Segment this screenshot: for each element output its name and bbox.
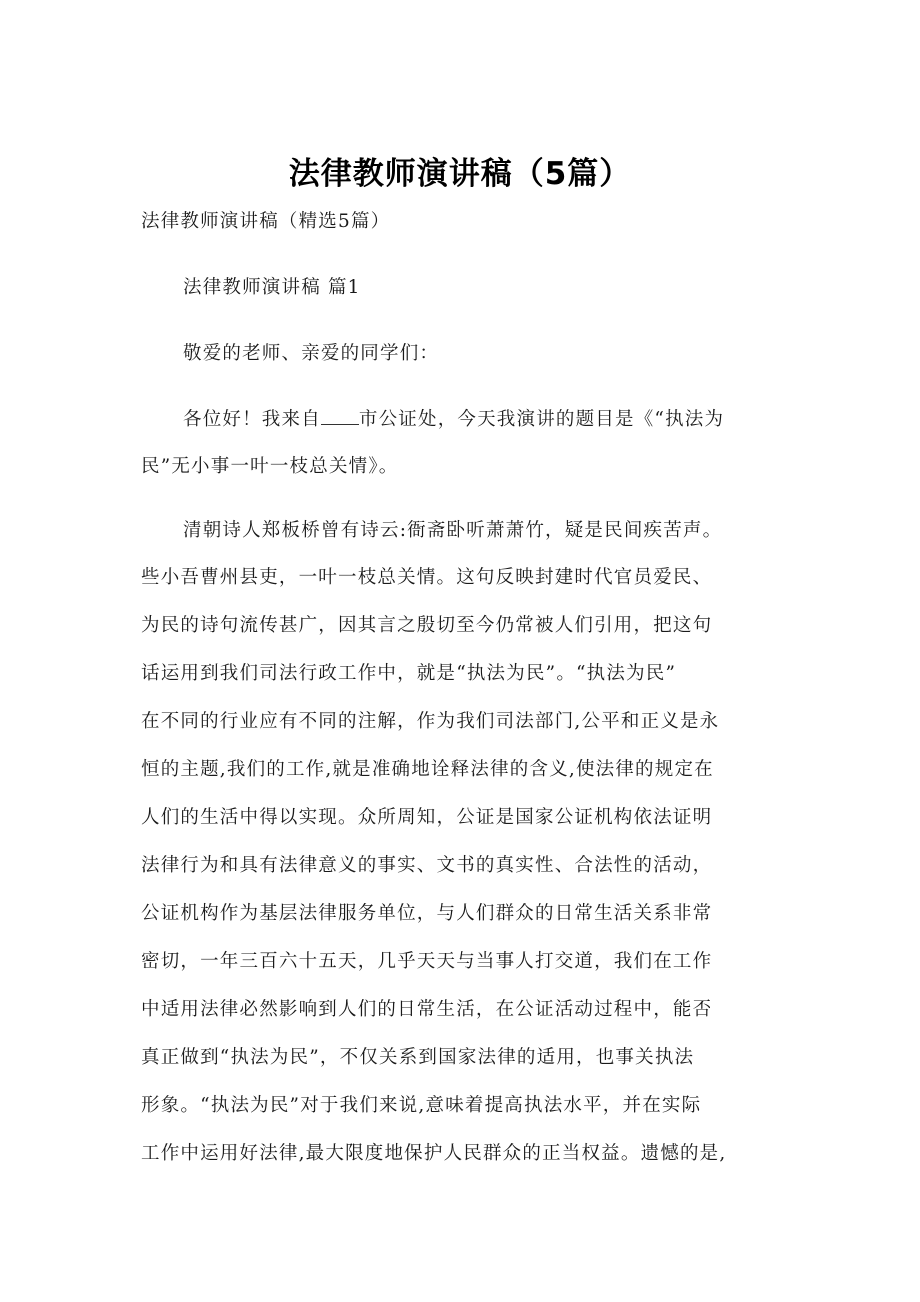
greeting: 敬爱的老师、亲爱的同学们：	[183, 343, 440, 364]
section-heading: 法律教师演讲稿 篇1	[183, 277, 361, 298]
paragraph-line: 民”无小事一叶一枝总关情》。	[141, 456, 399, 477]
document-title: 法律教师演讲稿（5篇）	[288, 156, 632, 192]
paragraph-line: 形象。“执法为民”对于我们来说,意味着提高执法水平，并在实际	[141, 1095, 702, 1116]
fill-in-blank	[321, 410, 359, 425]
paragraph-line: 中适用法律必然影响到人们的日常生活，在公证活动过程中，能否	[141, 999, 713, 1020]
paragraph-line: 为民的诗句流传甚广，因其言之殷切至今仍常被人们引用，把这句	[141, 615, 713, 636]
paragraph-line: 在不同的行业应有不同的注解，作为我们司法部门,公平和正义是永	[141, 711, 720, 732]
paragraph-line: 工作中运用好法律,最大限度地保护人民群众的正当权益。遗憾的是,	[141, 1143, 727, 1164]
para1-text-end: 市公证处，今天我演讲的题目是《“执法为	[358, 409, 725, 430]
document-subtitle: 法律教师演讲稿（精选5篇）	[141, 211, 391, 232]
paragraph-line: 清朝诗人郑板桥曾有诗云:衙斋卧听萧萧竹，疑是民间疾苦声。	[183, 520, 723, 541]
paragraph-line: 公证机构作为基层法律服务单位，与人们群众的日常生活关系非常	[141, 903, 713, 924]
paragraph-line: 些小吾曹州县吏，一叶一枝总关情。这句反映封建时代官员爱民、	[141, 567, 713, 588]
paragraph-line: 法律行为和具有法律意义的事实、文书的真实性、合法性的活动，	[141, 855, 713, 876]
paragraph-line: 话运用到我们司法行政工作中，就是“执法为民”。“执法为民”	[141, 663, 677, 684]
paragraph-line: 密切，一年三百六十五天，几乎天天与当事人打交道，我们在工作	[141, 951, 713, 972]
paragraph-line	[183, 405, 724, 431]
paragraph-line: 真正做到“执法为民”，不仅关系到国家法律的适用，也事关执法	[141, 1047, 695, 1068]
paragraph-line: 恒的主题,我们的工作,就是准确地诠释法律的含义,使法律的规定在	[141, 759, 714, 780]
para1-text-start: 各位好！我来自	[183, 409, 321, 430]
paragraph-line: 人们的生活中得以实现。众所周知，公证是国家公证机构依法证明	[141, 807, 713, 828]
